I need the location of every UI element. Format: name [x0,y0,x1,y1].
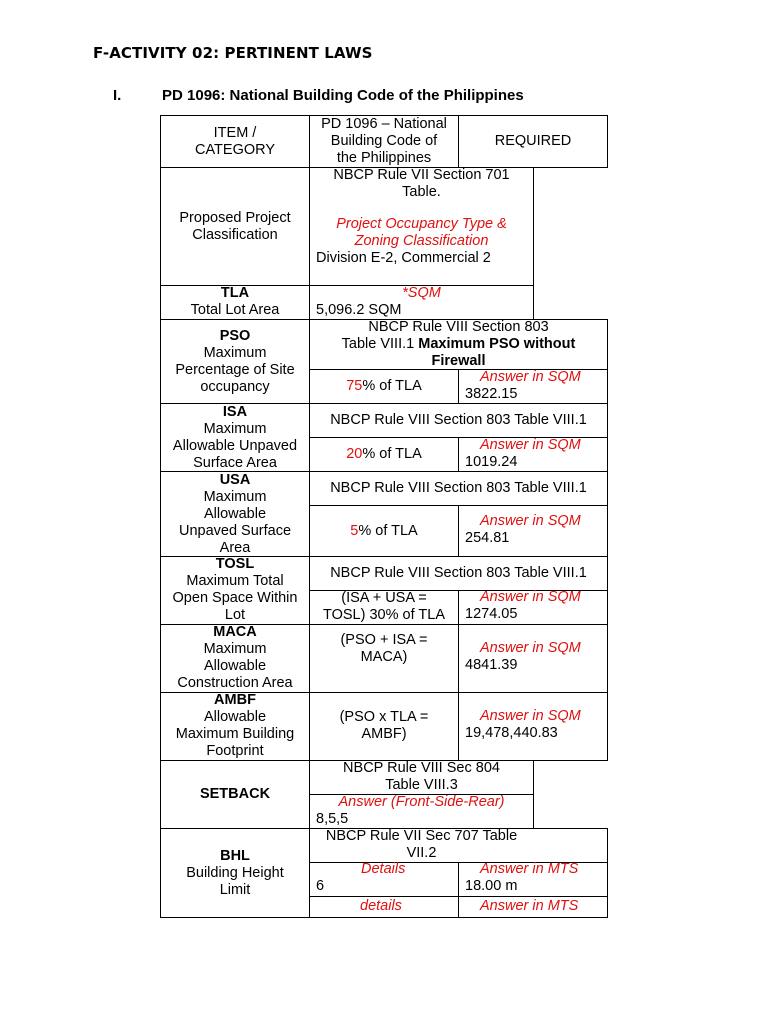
isa-label: ISA Maximum Allowable Unpaved Surface Area [172,403,298,471]
section-number: I. [113,87,122,104]
tla-label: TLA Total Lot Area [190,285,280,318]
maca-formula: (PSO + ISA = MACA) [340,632,428,665]
bhl-details-answer: 6 [316,878,325,894]
pso-answer: 3822.15 [465,386,518,402]
tosl-formula: (ISA + USA = TOSL) 30% of TLA [323,590,445,623]
tosl-prompt: Answer in SQM [480,589,581,605]
ambf-answer: 19,478,440.83 [465,725,558,741]
page-title: F-ACTIVITY 02: PERTINENT LAWS [93,44,373,62]
maca-prompt: Answer in SQM [480,640,581,656]
ambf-formula: (PSO x TLA = AMBF) [339,709,429,742]
tla-answer: 5,096.2 SQM [316,302,402,318]
header-required: REQUIRED [494,133,572,149]
usa-answer: 254.81 [465,530,510,546]
ambf-label: AMBF Allowable Maximum Building Footprint [175,692,295,759]
proposed-answer: Division E-2, Commercial 2 [316,250,491,266]
bhl-details2-prompt: details [360,898,402,914]
bhl-reference: NBCP Rule VII Sec 707 Table VII.2 [325,828,518,861]
bhl-details-prompt: Details [361,861,406,877]
setback-reference: NBCP Rule VIII Sec 804 Table VIII.3 [343,760,500,793]
isa-answer: 1019.24 [465,454,518,470]
proposed-label: Proposed Project Classification [179,209,291,243]
pso-percent: 75% of TLA [346,378,422,394]
tosl-answer: 1274.05 [465,606,518,622]
isa-prompt: Answer in SQM [480,437,581,453]
setback-label: SETBACK [199,786,271,802]
usa-prompt: Answer in SQM [480,513,581,529]
usa-reference: NBCP Rule VIII Section 803 Table VIII.1 [330,480,587,496]
bhl-mts-prompt: Answer in MTS [480,861,579,877]
isa-reference: NBCP Rule VIII Section 803 Table VIII.1 [330,412,587,428]
pso-label: PSO Maximum Percentage of Site occupancy [175,327,295,395]
pso-prompt: Answer in SQM [480,369,581,385]
isa-percent: 20% of TLA [346,446,422,462]
maca-answer: 4841.39 [465,657,518,673]
tla-prompt: *SQM [402,285,441,301]
header-item-category: ITEM / CATEGORY [194,124,276,158]
setback-prompt: Answer (Front-Side-Rear) [338,794,505,810]
ambf-prompt: Answer in SQM [480,708,581,724]
usa-percent: 5% of TLA [350,522,418,539]
maca-label: MACA Maximum Allowable Construction Area [177,624,293,691]
setback-answer: 8,5,5 [316,811,349,827]
usa-label: USA Maximum Allowable Unpaved Surface Area [178,471,292,556]
proposed-reference: NBCP Rule VII Section 701 Table. [333,167,510,200]
tosl-reference: NBCP Rule VIII Section 803 Table VIII.1 [330,565,587,581]
bhl-mts2-prompt: Answer in MTS [480,898,579,914]
header-code: PD 1096 – National Building Code of the Philippines [321,116,447,166]
proposed-prompt: Project Occupancy Type & Zoning Classification [336,216,507,249]
bhl-mts-answer: 18.00 m [465,878,518,894]
tosl-label: TOSL Maximum Total Open Space Within Lot [172,556,298,623]
section-title: PD 1096: National Building Code of the Philippines [162,87,524,104]
bhl-label: BHL Building Height Limit [186,847,284,898]
pso-reference: NBCP Rule VIII Section 803 Table VIII.1 Maximum PSO without Firewall [341,318,576,369]
